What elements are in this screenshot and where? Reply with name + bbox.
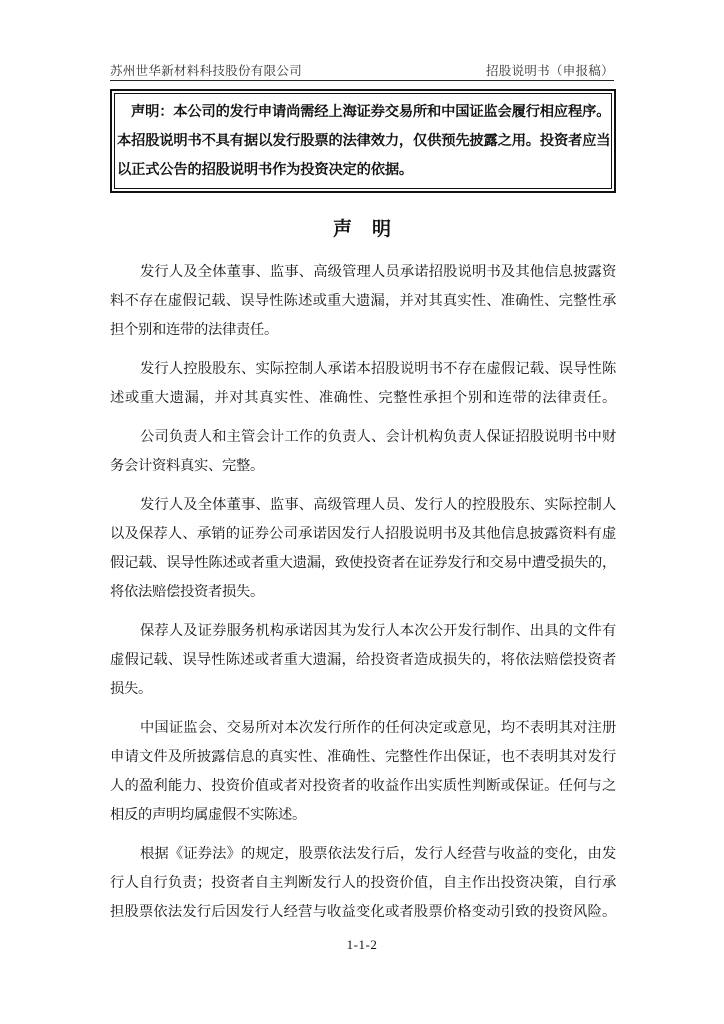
paragraph (110, 714, 616, 830)
paragraph-line: 公司负责人和主管会计工作的负责人、会计机构负责人保证招股说明书中财 (140, 429, 616, 445)
paragraph-line: 料不存在虚假记载、误导性陈述或重大遗漏，并对其真实性、准确性、完整性承 (110, 293, 616, 309)
paragraph-line: 以及保荐人、承销的证券公司承诺因发行人招股说明书及其他信息披露资料有虚 (110, 526, 616, 542)
paragraph-line: 发行人控股股东、实际控制人承诺本招股说明书不存在虚假记载、误导性陈 (140, 361, 616, 377)
paragraph-line: 中国证监会、交易所对本次发行所作的任何决定或意见，均不表明其对注册 (140, 720, 616, 736)
paragraph-line: 务会计资料真实、完整。 (110, 458, 264, 474)
notice-line: 本招股说明书不具有据以发行股票的法律效力，仅供预先披露之用。投资者应当 (117, 133, 611, 149)
paragraph-line: 担股票依法发行后因发行人经营与收益变化或者股票价格变动引致的投资风险。 (110, 904, 616, 920)
paragraph (110, 423, 616, 481)
paragraph (110, 258, 616, 345)
paragraph-line: 发行人及全体董事、监事、高级管理人员承诺招股说明书及其他信息披露资 (140, 264, 616, 280)
paragraph-line: 发行人及全体董事、监事、高级管理人员、发行人的控股股东、实际控制人 (140, 497, 616, 513)
paragraph-line: 假记载、误导性陈述或者重大遗漏，致使投资者在证券发行和交易中遭受损失的， (110, 555, 616, 571)
section-title: 声明 (332, 218, 411, 240)
paragraph (110, 840, 616, 927)
paragraph-line: 损失。 (110, 681, 152, 697)
paragraph (110, 617, 616, 704)
paragraph-line: 人的盈利能力、投资价值或者对投资者的收益作出实质性判断或保证。任何与之 (110, 778, 616, 794)
paragraph-line: 述或重大遗漏，并对其真实性、准确性、完整性承担个别和连带的法律责任。 (110, 390, 616, 406)
paragraph-line: 相反的声明均属虚假不实陈述。 (110, 807, 306, 823)
paragraph (110, 355, 616, 413)
header-document-type: 招股说明书（申报稿） (485, 63, 614, 78)
notice-box (110, 89, 616, 193)
header-company-name: 苏州世华新材料科技股份有限公司 (110, 63, 303, 78)
notice-line: 以正式公告的招股说明书作为投资决定的依据。 (117, 162, 414, 178)
paragraph-line: 申请文件及所披露信息的真实性、准确性、完整性作出保证，也不表明其对发行 (110, 749, 616, 765)
declaration-body (110, 258, 616, 937)
page-number: 1-1-2 (346, 937, 378, 952)
notice-line: 声明：本公司的发行申请尚需经上海证券交易所和中国证监会履行相应程序。 (131, 104, 611, 120)
paragraph-line: 虚假记载、误导性陈述或者重大遗漏，给投资者造成损失的，将依法赔偿投资者 (110, 652, 616, 668)
page-header (110, 58, 614, 81)
paragraph-line: 保荐人及证券服务机构承诺因其为发行人本次公开发行制作、出具的文件有 (140, 623, 616, 639)
paragraph-line: 将依法赔偿投资者损失。 (110, 584, 264, 600)
paragraph (110, 491, 616, 607)
notice-box-inner (114, 93, 612, 189)
paragraph-line: 根据《证券法》的规定，股票依法发行后，发行人经营与收益的变化，由发 (140, 846, 616, 862)
paragraph-line: 行人自行负责；投资者自主判断发行人的投资价值，自主作出投资决策，自行承 (110, 875, 616, 891)
paragraph-line: 担个别和连带的法律责任。 (110, 322, 278, 338)
